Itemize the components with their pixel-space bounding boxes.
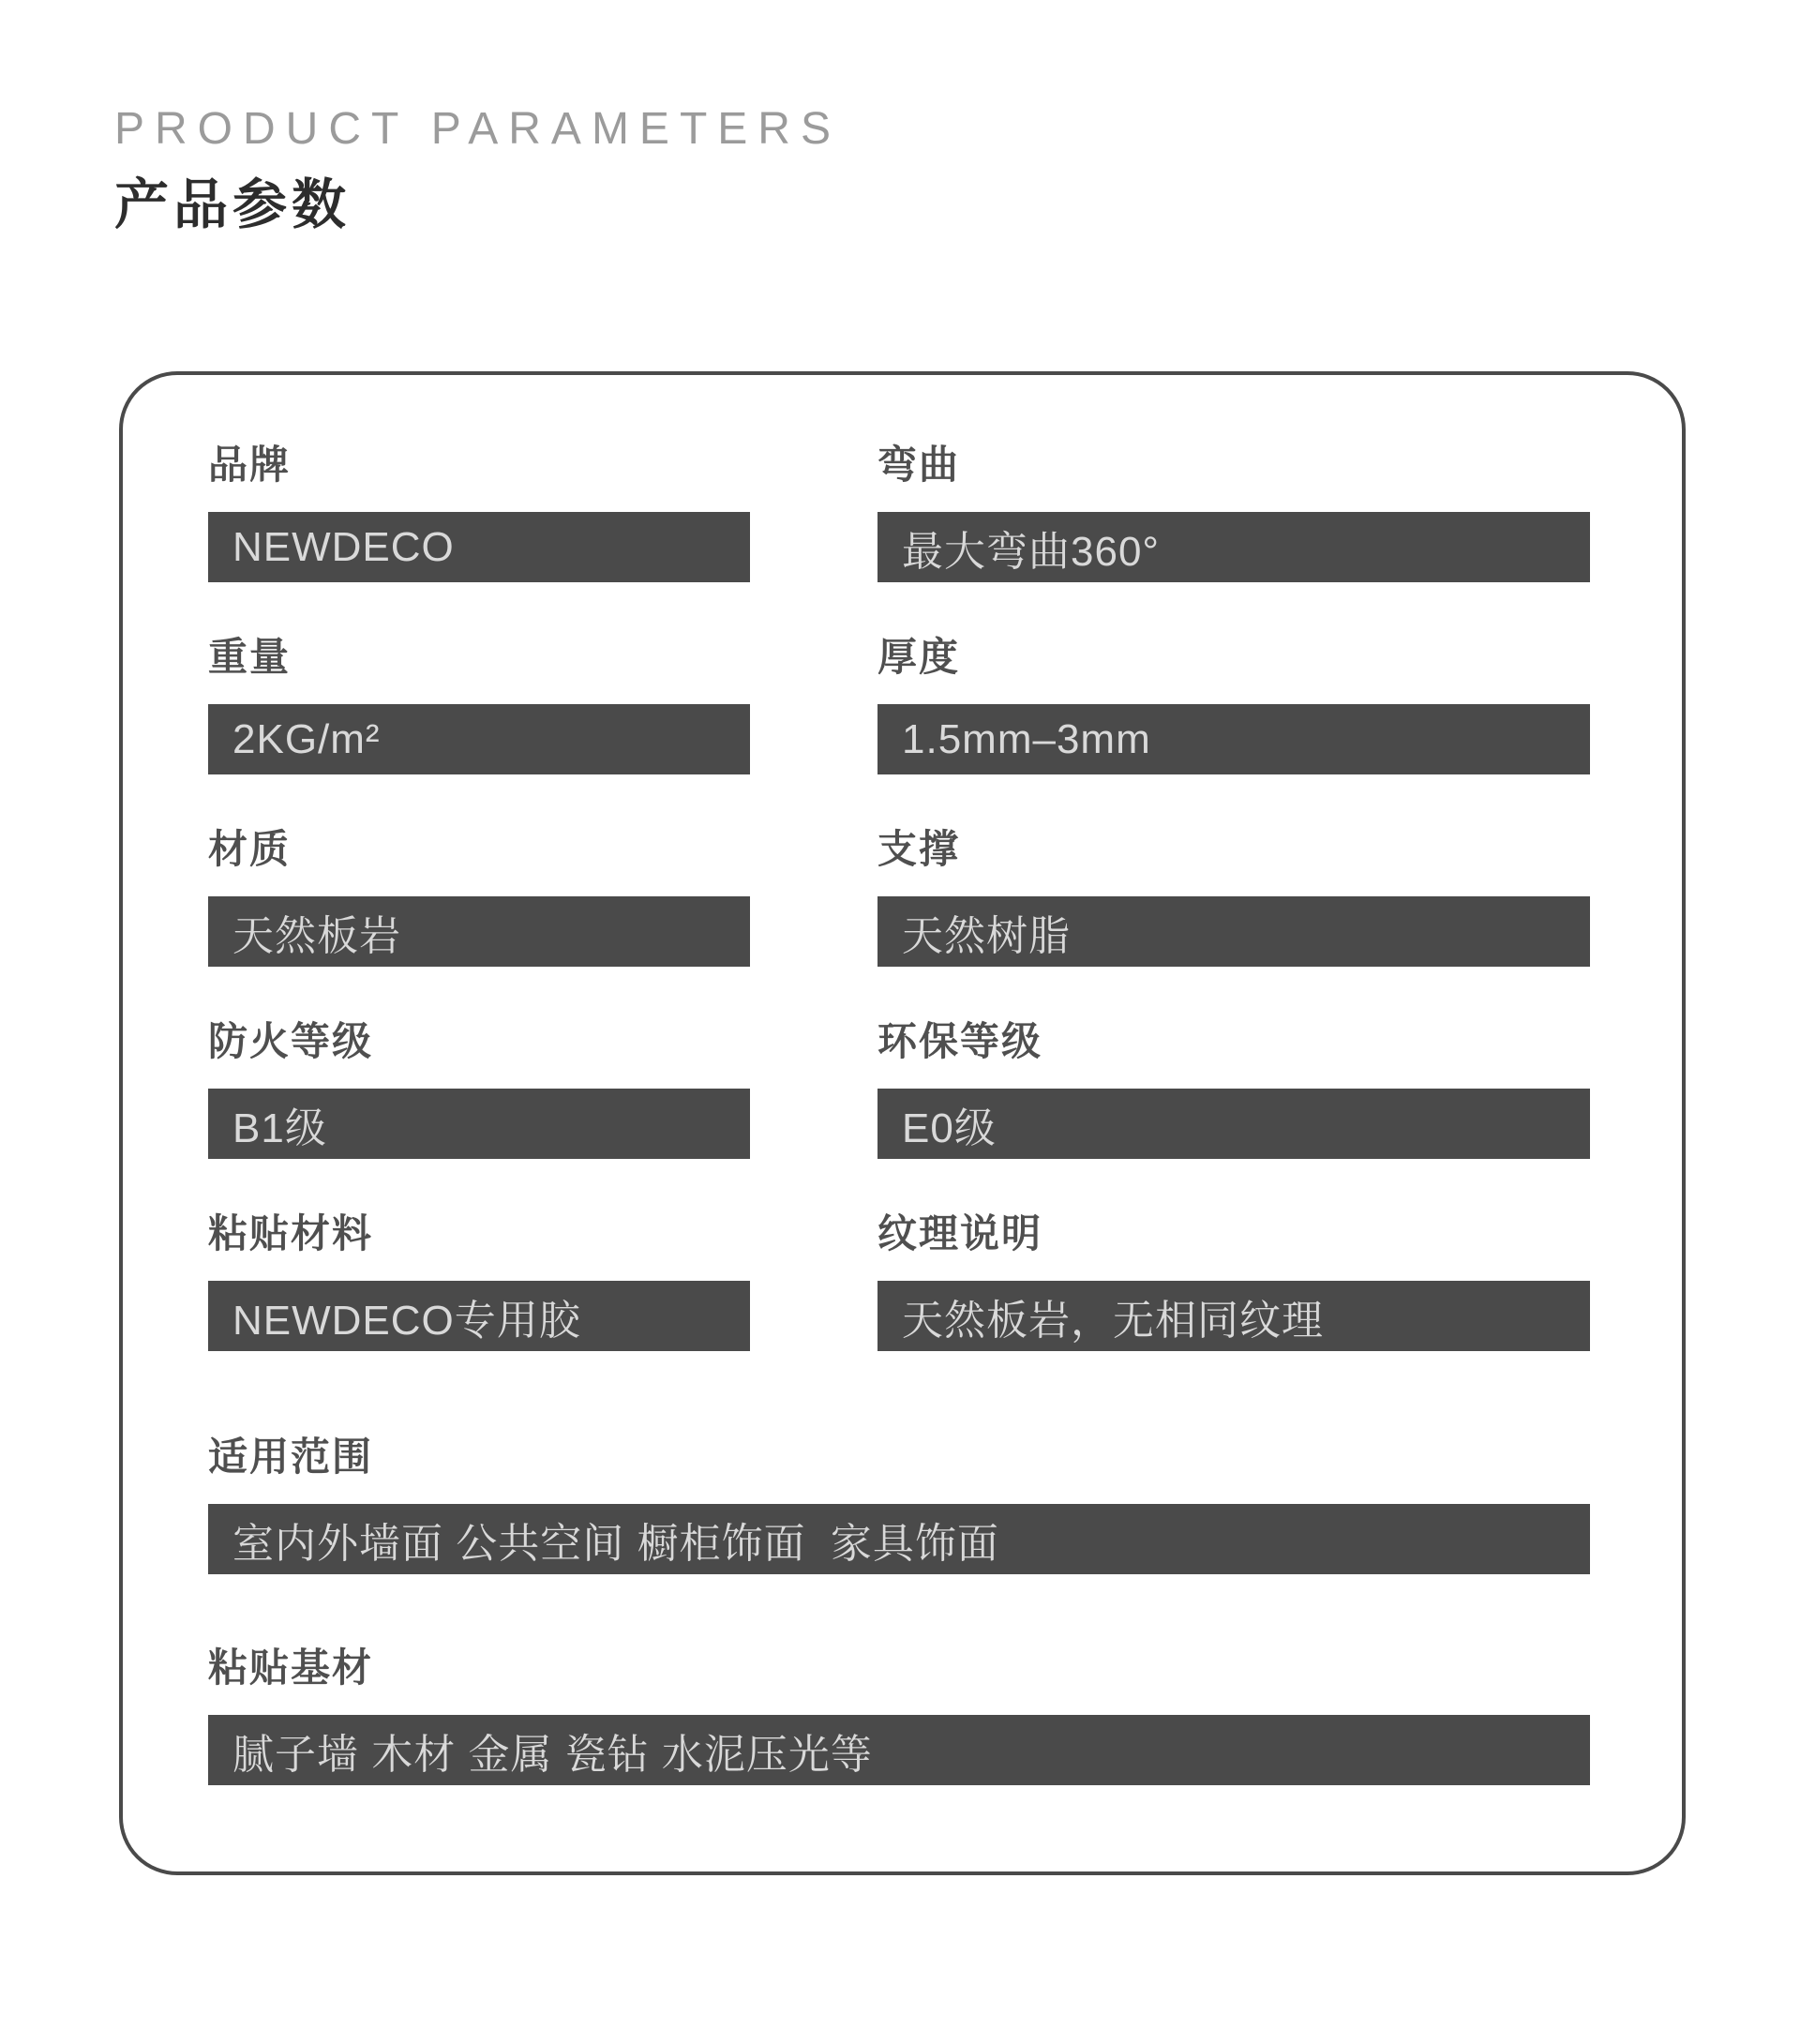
param-eco-rating-value: E0级 — [878, 1089, 1590, 1159]
param-thickness — [878, 637, 1590, 774]
parameters-grid — [208, 444, 1590, 1785]
param-weight — [208, 637, 750, 774]
param-bending-label: 弯曲 — [878, 443, 961, 487]
param-brand-value: NEWDECO — [208, 512, 750, 582]
param-substrates-value: 腻子墙 木材 金属 瓷钻 水泥压光等 — [208, 1715, 1590, 1785]
param-fire-rating-value: B1级 — [208, 1089, 750, 1159]
param-bending-value: 最大弯曲360° — [878, 512, 1590, 582]
param-weight-value: 2KG/m² — [208, 704, 750, 774]
param-eco-rating-label: 环保等级 — [878, 1019, 1043, 1063]
param-support-label: 支撑 — [878, 827, 961, 871]
param-application-range-label: 适用范围 — [208, 1435, 374, 1479]
param-material — [208, 829, 750, 967]
page-title-zh: 产品参数 — [114, 174, 352, 235]
param-substrates — [208, 1647, 1590, 1785]
param-material-label: 材质 — [208, 827, 292, 871]
param-thickness-label: 厚度 — [878, 635, 961, 679]
param-texture-note-value: 天然板岩，无相同纹理 — [878, 1281, 1590, 1351]
param-application-range — [208, 1436, 1590, 1574]
param-eco-rating — [878, 1021, 1590, 1159]
param-adhesive — [208, 1213, 750, 1351]
param-bending — [878, 444, 1590, 582]
param-adhesive-value: NEWDECO专用胶 — [208, 1281, 750, 1351]
param-thickness-value: 1.5mm–3mm — [878, 704, 1590, 774]
param-support-value: 天然树脂 — [878, 896, 1590, 967]
param-weight-label: 重量 — [208, 635, 292, 679]
page-title-en: PRODUCT PARAMETERS — [114, 104, 841, 154]
page-header — [0, 0, 1800, 234]
param-fire-rating — [208, 1021, 750, 1159]
param-substrates-label: 粘贴基材 — [208, 1646, 374, 1690]
param-application-range-value: 室内外墙面 公共空间 橱柜饰面 家具饰面 — [208, 1504, 1590, 1574]
param-brand-label: 品牌 — [208, 443, 292, 487]
param-brand — [208, 444, 750, 582]
param-adhesive-label: 粘贴材料 — [208, 1211, 374, 1255]
param-support — [878, 829, 1590, 967]
parameters-card — [119, 371, 1686, 1875]
param-fire-rating-label: 防火等级 — [208, 1019, 374, 1063]
param-material-value: 天然板岩 — [208, 896, 750, 967]
param-texture-note-label: 纹理说明 — [878, 1211, 1043, 1255]
param-texture-note — [878, 1213, 1590, 1351]
